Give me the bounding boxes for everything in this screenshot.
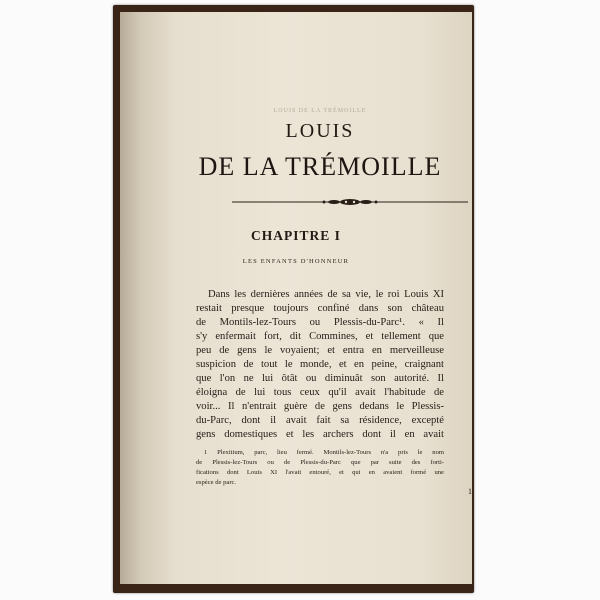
body-line: peu de gens le voyaient; et entra en merveilleuse: [196, 345, 444, 356]
body-line: restait presque toujours confiné dans son château: [196, 303, 444, 314]
ornamental-rule: [232, 195, 468, 209]
body-line: éloigna de lui tous ceux qu'il avait l'habitude de: [196, 387, 444, 398]
body-line: Dans les dernières années de sa vie, le roi Louis XI: [208, 289, 444, 300]
page-number: 1: [468, 487, 472, 496]
chapter-subtitle: LES ENFANTS D'HONNEUR: [242, 258, 350, 265]
book-page: [120, 12, 472, 584]
footnote-line: de Plessis-lez-Tours ou de Plessis-du-Parc que par suite des forti-: [196, 459, 444, 466]
body-line: de Montils-lez-Tours ou Plessis-du-Parc¹. « Il: [196, 317, 444, 328]
body-line: du-Parc, dont il avait fait sa résidence, excepté: [196, 415, 444, 426]
footnote-line: 1 Plexitium, parc, lieu fermé. Montils-lez-Tours n'a pris le nom: [204, 449, 444, 456]
body-line: voir... Il n'entrait guère de gens dedans le Plessis-: [196, 401, 444, 412]
running-head-bleedthrough: LOUIS DE LA TRÉMOILLE: [273, 108, 367, 114]
footnote-line: espèce de parc.: [196, 479, 237, 486]
body-line: gens domestiques et les archers dont il en avait: [196, 429, 444, 440]
chapter-heading: CHAPITRE I: [251, 228, 341, 243]
footnote-line: fications dont Louis XI l'avait entouré, et qui en avaient formé une: [196, 469, 444, 476]
title-first-line: LOUIS: [285, 120, 355, 142]
body-line: suspicion de tout le monde, et en peine, craignant: [196, 359, 444, 370]
body-line: que l'on ne lui ôtât ou diminuât son autorité. Il: [196, 373, 444, 384]
title-second-line: DE LA TRÉMOILLE: [198, 152, 442, 181]
body-line: s'y enfermait fort, dit Commines, et tellement que: [196, 331, 444, 342]
